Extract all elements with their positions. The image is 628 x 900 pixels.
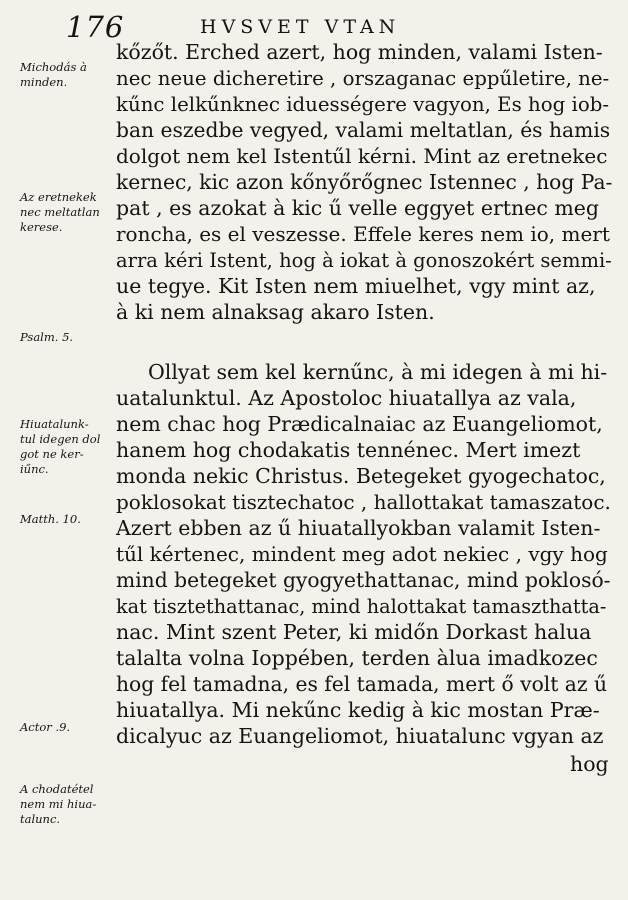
margin-note-line: Michodás à	[20, 60, 87, 74]
margin-note-line: Hiuatalunk-	[20, 417, 89, 431]
text-line: tűl kértenec, mindent meg adot nekiec , vgy hog	[116, 542, 608, 566]
margin-note	[20, 330, 73, 345]
text-line: Ollyat sem kel kernűnc, à mi idegen à mi hi-	[148, 360, 608, 384]
text-line: nem chac hog Prædicalnaiac az Euangeliomot,	[116, 412, 603, 436]
margin-note-line: A chodatétel	[20, 782, 94, 796]
text-line: arra kéri Istent, hog à iokat à gonoszokért semmi-	[116, 249, 612, 272]
text-line: dolgot nem kel Istentűl kérni. Mint az eretnekec	[116, 144, 608, 168]
margin-note-line: Actor .9.	[20, 720, 71, 734]
text-line: talalta volna Ioppében, terden àlua imadkozec	[116, 646, 598, 670]
text-line: poklosokat tisztechatoc , hallottakat tamaszatoc.	[116, 490, 611, 514]
text-line: hog fel tamadna, es fel tamada, mert ő volt az ű	[116, 672, 608, 696]
margin-note	[20, 720, 70, 735]
margin-note	[20, 512, 81, 527]
text-line: kűnc lelkűnknec iduességere vagyon, Es hog iob-	[116, 93, 610, 116]
margin-note	[20, 60, 87, 90]
text-line: hanem hog chodakatis tennénec. Mert imezt	[116, 438, 581, 462]
text-line: mind betegeket gyogyethattanac, mind poklosó-	[116, 568, 611, 592]
page-number: 176	[66, 10, 125, 44]
running-head: HVSVET VTAN	[200, 16, 401, 38]
text-line: nec neue dicheretire , orszaganac eppűletire, ne-	[116, 67, 610, 90]
margin-note-line: tul idegen dol	[20, 432, 101, 446]
text-line: dicalyuc az Euangeliomot, hiuatalunc vgyan az	[116, 724, 604, 748]
text-line: Azert ebben az ű hiuatallyokban valamit Isten-	[116, 516, 601, 540]
text-line: uatalunktul. Az Apostoloc hiuatallya az vala,	[116, 386, 577, 410]
text-line: monda nekic Christus. Betegeket gyogechatoc,	[116, 464, 606, 488]
text-line: roncha, es el veszesse. Effele keres nem io, mert	[116, 222, 610, 246]
margin-note-line: iűnc.	[20, 462, 49, 476]
text-line: hiuatallya. Mi nekűnc kedig à kic mostan Præ-	[116, 698, 600, 722]
margin-note-line: Az eretnekek	[20, 190, 97, 204]
margin-note-line: minden.	[20, 75, 68, 89]
text-line: kernec, kic azon kőnyőrőgnec Istennec , hog Pa-	[116, 170, 613, 194]
text-line: kőzőt. Erched azert, hog minden, valami Isten-	[116, 40, 603, 64]
margin-note-line: kerese.	[20, 220, 63, 234]
text-line: ue tegye. Kit Isten nem miuelhet, vgy mint az,	[116, 274, 596, 298]
margin-note	[20, 190, 100, 235]
text-line: kat tisztethattanac, mind halottakat tamaszthatta-	[116, 595, 607, 618]
margin-note-line: Psalm. 5.	[20, 330, 74, 344]
margin-note-line: got ne ker-	[20, 447, 84, 461]
text-line: pat , es azokat à kic ű velle eggyet ertnec meg	[116, 196, 600, 220]
text-line: à ki nem alnaksag akaro Isten.	[116, 300, 435, 324]
catchword: hog	[570, 752, 609, 776]
margin-note	[20, 782, 96, 827]
text-line: nac. Mint szent Peter, ki midőn Dorkast halua	[116, 620, 592, 644]
margin-note	[20, 417, 100, 477]
text-line: ban eszedbe vegyed, valami meltatlan, és hamis	[116, 118, 611, 142]
margin-note-line: Matth. 10.	[20, 512, 81, 526]
margin-note-line: talunc.	[20, 812, 61, 826]
margin-note-line: nem mi hiua-	[20, 797, 97, 811]
margin-note-line: nec meltatlan	[20, 205, 100, 219]
